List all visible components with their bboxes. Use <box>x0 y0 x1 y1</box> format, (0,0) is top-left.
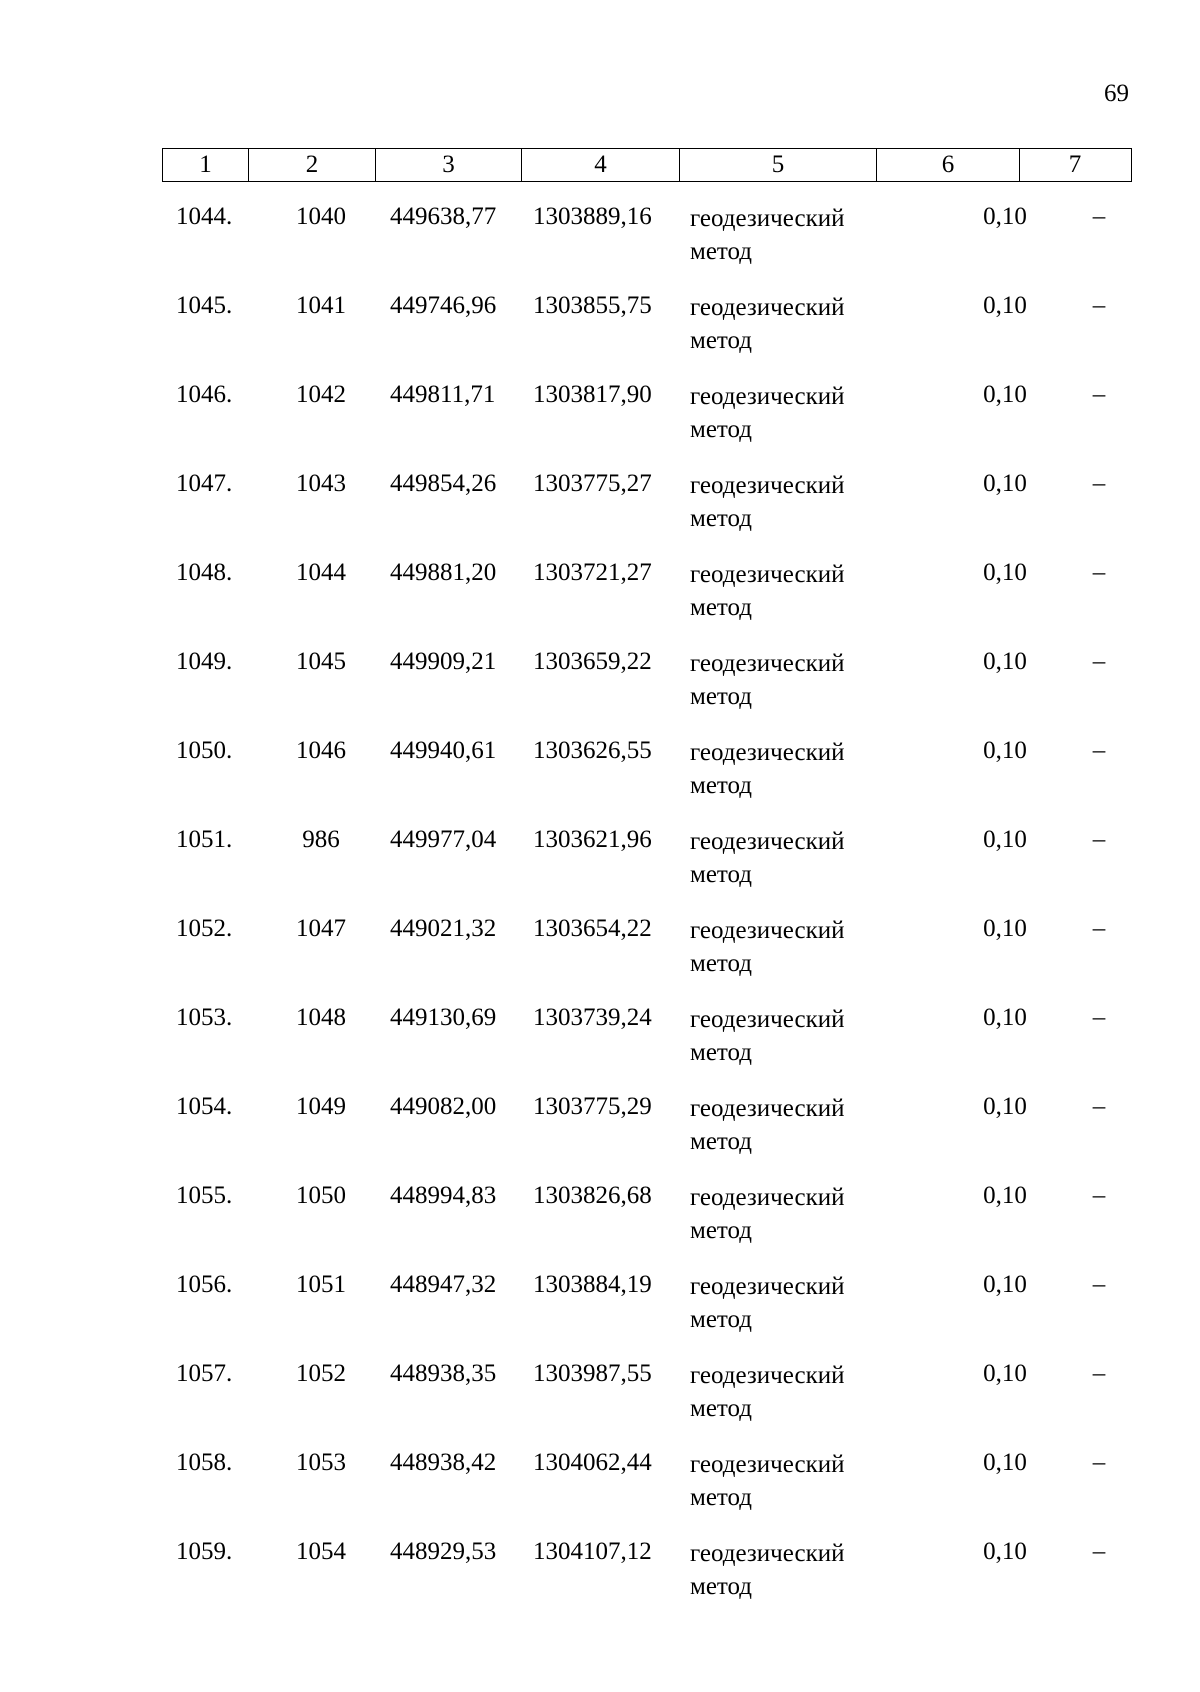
accuracy-value: 0,10 <box>983 381 1027 408</box>
method-line-2: метод <box>690 861 753 888</box>
method-line-1: геодезический <box>690 1451 845 1478</box>
coordinate-x: 448938,42 <box>390 1449 497 1476</box>
point-number: 1044 <box>296 559 346 586</box>
coordinate-y: 1303826,68 <box>533 1182 652 1209</box>
method-line-2: метод <box>690 950 753 977</box>
method-cell <box>690 736 890 802</box>
method-line-2: метод <box>690 683 753 710</box>
method-cell <box>690 647 890 713</box>
header-cell-2: 2 <box>249 149 376 181</box>
method-cell <box>690 1092 890 1158</box>
point-number: 1041 <box>296 292 346 319</box>
accuracy-value: 0,10 <box>983 1449 1027 1476</box>
coordinate-y: 1304107,12 <box>533 1538 652 1565</box>
point-number: 1050 <box>296 1182 346 1209</box>
row-number: 1048. <box>176 559 233 586</box>
method-line-1: геодезический <box>690 472 845 499</box>
coordinate-y: 1303721,27 <box>533 559 652 586</box>
method-line-1: геодезический <box>690 1362 845 1389</box>
method-cell <box>690 469 890 535</box>
method-line-1: геодезический <box>690 650 845 677</box>
note-dash: – <box>1092 203 1106 230</box>
coordinate-x: 449130,69 <box>390 1004 497 1031</box>
table-row <box>162 380 1132 469</box>
coordinate-y: 1303855,75 <box>533 292 652 319</box>
table-row <box>162 291 1132 380</box>
row-number: 1044. <box>176 203 233 230</box>
method-line-1: геодезический <box>690 1184 845 1211</box>
table-row <box>162 1270 1132 1359</box>
method-cell <box>690 202 890 268</box>
method-line-1: геодезический <box>690 1540 845 1567</box>
table-body <box>162 202 1132 1626</box>
coordinate-y: 1303775,29 <box>533 1093 652 1120</box>
method-line-2: метод <box>690 1306 753 1333</box>
coordinate-y: 1303654,22 <box>533 915 652 942</box>
note-dash: – <box>1092 737 1106 764</box>
point-number: 1051 <box>296 1271 346 1298</box>
note-dash: – <box>1092 1360 1106 1387</box>
table-row <box>162 1537 1132 1626</box>
coordinate-y: 1303987,55 <box>533 1360 652 1387</box>
method-line-2: метод <box>690 594 753 621</box>
table-row <box>162 1181 1132 1270</box>
method-line-2: метод <box>690 1039 753 1066</box>
point-number: 1040 <box>296 203 346 230</box>
accuracy-value: 0,10 <box>983 470 1027 497</box>
header-cell-6: 6 <box>877 149 1020 181</box>
accuracy-value: 0,10 <box>983 1360 1027 1387</box>
coordinate-y: 1303817,90 <box>533 381 652 408</box>
accuracy-value: 0,10 <box>983 1271 1027 1298</box>
header-cell-1: 1 <box>163 149 249 181</box>
method-line-2: метод <box>690 772 753 799</box>
accuracy-value: 0,10 <box>983 292 1027 319</box>
header-cell-5: 5 <box>680 149 877 181</box>
method-cell <box>690 1359 890 1425</box>
page-number: 69 <box>1104 80 1129 107</box>
row-number: 1051. <box>176 826 233 853</box>
method-cell <box>690 558 890 624</box>
note-dash: – <box>1092 381 1106 408</box>
note-dash: – <box>1092 1449 1106 1476</box>
coordinate-x: 449977,04 <box>390 826 497 853</box>
accuracy-value: 0,10 <box>983 826 1027 853</box>
row-number: 1057. <box>176 1360 233 1387</box>
method-line-1: геодезический <box>690 1006 845 1033</box>
row-number: 1053. <box>176 1004 233 1031</box>
accuracy-value: 0,10 <box>983 1093 1027 1120</box>
method-line-1: геодезический <box>690 828 845 855</box>
method-line-1: геодезический <box>690 1273 845 1300</box>
coordinate-x: 448994,83 <box>390 1182 497 1209</box>
row-number: 1059. <box>176 1538 233 1565</box>
accuracy-value: 0,10 <box>983 203 1027 230</box>
coordinate-y: 1303659,22 <box>533 648 652 675</box>
table-row <box>162 825 1132 914</box>
row-number: 1058. <box>176 1449 233 1476</box>
table-row <box>162 914 1132 1003</box>
row-number: 1055. <box>176 1182 233 1209</box>
coordinate-x: 448929,53 <box>390 1538 497 1565</box>
row-number: 1052. <box>176 915 233 942</box>
note-dash: – <box>1092 826 1106 853</box>
method-line-1: геодезический <box>690 561 845 588</box>
table-row <box>162 1359 1132 1448</box>
method-line-2: метод <box>690 1217 753 1244</box>
row-number: 1049. <box>176 648 233 675</box>
method-line-1: геодезический <box>690 383 845 410</box>
note-dash: – <box>1092 1004 1106 1031</box>
accuracy-value: 0,10 <box>983 915 1027 942</box>
coordinate-x: 448947,32 <box>390 1271 497 1298</box>
accuracy-value: 0,10 <box>983 559 1027 586</box>
table-row <box>162 647 1132 736</box>
method-cell <box>690 380 890 446</box>
table-header-row <box>162 148 1132 182</box>
point-number: 1053 <box>296 1449 346 1476</box>
note-dash: – <box>1092 1093 1106 1120</box>
note-dash: – <box>1092 559 1106 586</box>
note-dash: – <box>1092 1538 1106 1565</box>
method-line-1: геодезический <box>690 1095 845 1122</box>
method-line-2: метод <box>690 238 753 265</box>
point-number: 1042 <box>296 381 346 408</box>
header-cell-4: 4 <box>522 149 680 181</box>
point-number: 1047 <box>296 915 346 942</box>
header-cell-3: 3 <box>376 149 522 181</box>
method-cell <box>690 914 890 980</box>
coordinate-x: 449082,00 <box>390 1093 497 1120</box>
table-row <box>162 736 1132 825</box>
coordinate-x: 449746,96 <box>390 292 497 319</box>
coordinate-y: 1303884,19 <box>533 1271 652 1298</box>
coordinate-y: 1304062,44 <box>533 1449 652 1476</box>
point-number: 1054 <box>296 1538 346 1565</box>
header-cell-7: 7 <box>1068 151 1082 178</box>
row-number: 1050. <box>176 737 233 764</box>
method-line-1: геодезический <box>690 739 845 766</box>
coordinate-y: 1303739,24 <box>533 1004 652 1031</box>
coordinate-x: 448938,35 <box>390 1360 497 1387</box>
coordinate-x: 449881,20 <box>390 559 497 586</box>
point-number: 1043 <box>296 470 346 497</box>
method-line-2: метод <box>690 1128 753 1155</box>
accuracy-value: 0,10 <box>983 1004 1027 1031</box>
note-dash: – <box>1092 648 1106 675</box>
table-row <box>162 1448 1132 1537</box>
table-row <box>162 469 1132 558</box>
note-dash: – <box>1092 1182 1106 1209</box>
point-number: 1049 <box>296 1093 346 1120</box>
accuracy-value: 0,10 <box>983 737 1027 764</box>
row-number: 1056. <box>176 1271 233 1298</box>
table-row <box>162 202 1132 291</box>
point-number: 986 <box>302 826 340 853</box>
coordinate-y: 1303775,27 <box>533 470 652 497</box>
coordinate-x: 449854,26 <box>390 470 497 497</box>
method-line-1: геодезический <box>690 205 845 232</box>
coordinate-x: 449638,77 <box>390 203 497 230</box>
method-cell <box>690 1270 890 1336</box>
method-cell <box>690 1448 890 1514</box>
row-number: 1045. <box>176 292 233 319</box>
coordinate-x: 449909,21 <box>390 648 497 675</box>
note-dash: – <box>1092 1271 1106 1298</box>
method-line-2: метод <box>690 1573 753 1600</box>
coordinate-x: 449021,32 <box>390 915 497 942</box>
method-line-2: метод <box>690 505 753 532</box>
table-row <box>162 1003 1132 1092</box>
row-number: 1047. <box>176 470 233 497</box>
coordinate-x: 449940,61 <box>390 737 497 764</box>
coordinate-x: 449811,71 <box>390 381 496 408</box>
row-number: 1054. <box>176 1093 233 1120</box>
accuracy-value: 0,10 <box>983 1182 1027 1209</box>
coordinate-y: 1303626,55 <box>533 737 652 764</box>
table-row <box>162 558 1132 647</box>
method-line-1: геодезический <box>690 294 845 321</box>
method-cell <box>690 1003 890 1069</box>
accuracy-value: 0,10 <box>983 648 1027 675</box>
method-line-1: геодезический <box>690 917 845 944</box>
coordinate-y: 1303621,96 <box>533 826 652 853</box>
note-dash: – <box>1092 292 1106 319</box>
method-line-2: метод <box>690 416 753 443</box>
point-number: 1052 <box>296 1360 346 1387</box>
point-number: 1045 <box>296 648 346 675</box>
note-dash: – <box>1092 470 1106 497</box>
method-line-2: метод <box>690 1395 753 1422</box>
row-number: 1046. <box>176 381 233 408</box>
table-row <box>162 1092 1132 1181</box>
method-line-2: метод <box>690 1484 753 1511</box>
method-cell <box>690 825 890 891</box>
accuracy-value: 0,10 <box>983 1538 1027 1565</box>
method-line-2: метод <box>690 327 753 354</box>
note-dash: – <box>1092 915 1106 942</box>
method-cell <box>690 1181 890 1247</box>
point-number: 1048 <box>296 1004 346 1031</box>
method-cell <box>690 291 890 357</box>
coordinate-y: 1303889,16 <box>533 203 652 230</box>
method-cell <box>690 1537 890 1603</box>
point-number: 1046 <box>296 737 346 764</box>
